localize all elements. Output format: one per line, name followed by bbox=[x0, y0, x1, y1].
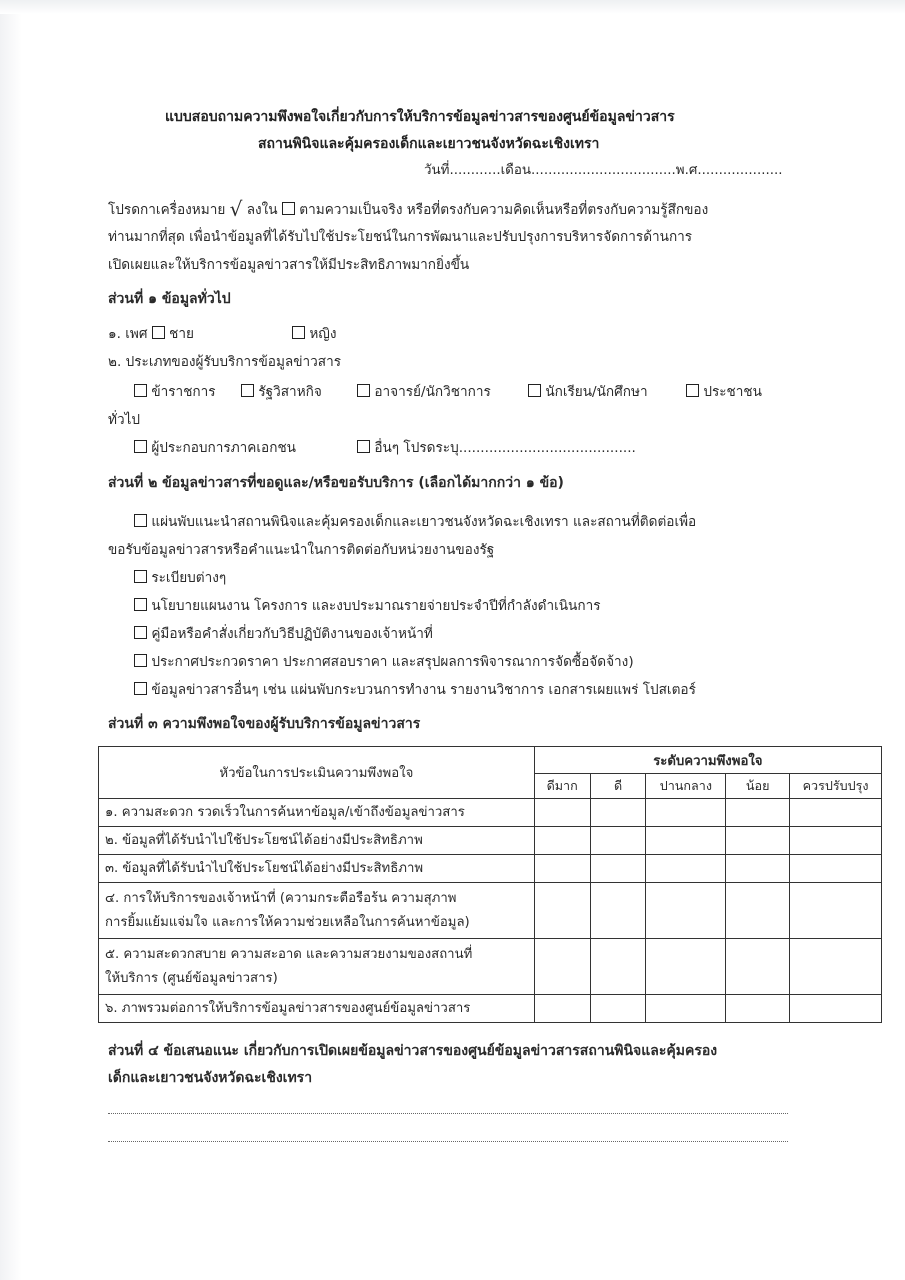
type-other-checkbox[interactable] bbox=[357, 440, 370, 453]
instructions-part-c: ตามความเป็นจริง หรือที่ตรงกับความคิดเห็นหรือที่ตรงกับความรู้สึกของ bbox=[299, 202, 709, 218]
suggestion-line-1[interactable] bbox=[108, 1112, 788, 1114]
instructions-part-b: ลงใน bbox=[246, 202, 278, 218]
rating-cell[interactable] bbox=[590, 855, 646, 883]
type-civil-option bbox=[134, 378, 216, 406]
rating-cell[interactable] bbox=[590, 883, 646, 939]
info-item-4-label: คู่มือหรือคำสั่งเกี่ยวกับวิธีปฏิบัติงานของเจ้าหน้าที่ bbox=[151, 626, 433, 642]
type-soe-option bbox=[241, 378, 322, 406]
rating-cell[interactable] bbox=[726, 855, 790, 883]
level-good: ดี bbox=[590, 774, 646, 799]
type-public-option bbox=[686, 378, 762, 406]
section-4-heading-line-1: ส่วนที่ ๔ ข้อเสนอแนะ เกี่ยวกับการเปิดเผยข้อมูลข่าวสารของศูนย์ข้อมูลข่าวสารสถานพินิจและคุ้มครอง bbox=[108, 1043, 718, 1059]
info-item-3-checkbox[interactable] bbox=[134, 598, 147, 611]
rating-cell[interactable] bbox=[646, 939, 726, 995]
type-soe-label: รัฐวิสาหกิจ bbox=[258, 384, 322, 400]
rating-cell[interactable] bbox=[646, 799, 726, 827]
type-public-checkbox[interactable] bbox=[686, 384, 699, 397]
info-item-6-checkbox[interactable] bbox=[134, 682, 147, 695]
type-private-option bbox=[134, 434, 296, 462]
info-item-6-label: ข้อมูลข่าวสารอื่นๆ เช่น แผ่นพับกระบวนการทำงาน รายงานวิชาการ เอกสารเผยแพร่ โปสเตอร์ bbox=[151, 682, 696, 698]
check-mark-icon: √ bbox=[229, 197, 243, 221]
info-item-1-checkbox[interactable] bbox=[134, 514, 147, 527]
info-item-5 bbox=[134, 648, 634, 676]
table-row bbox=[99, 995, 882, 1023]
type-civil-label: ข้าราชการ bbox=[151, 384, 216, 400]
table-row bbox=[99, 855, 882, 883]
rating-cell[interactable] bbox=[790, 995, 882, 1023]
instructions-line-1 bbox=[108, 195, 708, 224]
table-row bbox=[99, 799, 882, 827]
gender-label: ๑. เพศ bbox=[108, 326, 148, 342]
rating-cell[interactable] bbox=[534, 827, 590, 855]
type-teacher-option bbox=[357, 378, 491, 406]
row-4-topic-line-1: ๔. การให้บริการของเจ้าหน้าที่ (ความกระตือรือร้น ความสุภาพ bbox=[105, 890, 457, 906]
info-item-1-cont: ขอรับข้อมูลข่าวสารหรือคำแนะนำในการติดต่อกับหน่วยงานของรัฐ bbox=[108, 542, 495, 558]
info-item-1-label: แผ่นพับแนะนำสถานพินิจและคุ้มครองเด็กและเยาวชนจังหวัดฉะเชิงเทรา และสถานที่ติดต่อเพื่อ bbox=[151, 514, 697, 530]
rating-cell[interactable] bbox=[790, 855, 882, 883]
suggestion-line-2[interactable] bbox=[108, 1140, 788, 1142]
title-line-2: สถานพินิจและคุ้มครองเด็กและเยาวชนจังหวัดฉะเชิงเทรา bbox=[258, 136, 600, 152]
rating-cell[interactable] bbox=[790, 827, 882, 855]
row-5-topic-line-2: ให้บริการ (ศูนย์ข้อมูลข่าวสาร) bbox=[105, 970, 278, 986]
checkbox-sample-icon bbox=[282, 202, 295, 215]
row-5-topic bbox=[99, 939, 535, 995]
info-item-3-label: นโยบายแผนงาน โครงการ และงบประมาณรายจ่ายประจำปีที่กำลังดำเนินการ bbox=[151, 598, 601, 614]
title-line-1: แบบสอบถามความพึงพอใจเกี่ยวกับการให้บริการข้อมูลข่าวสารของศูนย์ข้อมูลข่าวสาร bbox=[165, 109, 675, 125]
gender-female-checkbox[interactable] bbox=[292, 326, 305, 339]
info-item-2-label: ระเบียบต่างๆ bbox=[151, 570, 227, 586]
level-very-good: ดีมาก bbox=[534, 774, 590, 799]
rating-cell[interactable] bbox=[590, 995, 646, 1023]
instructions-line-2: ท่านมากที่สุด เพื่อนำข้อมูลที่ได้รับไปใช้ประโยชน์ในการพัฒนาและปรับปรุงการบริหารจัดการด้านการ bbox=[108, 229, 693, 245]
table-row bbox=[99, 827, 882, 855]
rating-cell[interactable] bbox=[590, 939, 646, 995]
rating-cell[interactable] bbox=[534, 855, 590, 883]
section-3-heading: ส่วนที่ ๓ ความพึงพอใจของผู้รับบริการข้อมูลข่าวสาร bbox=[108, 716, 421, 732]
type-teacher-label: อาจารย์/นักวิชาการ bbox=[374, 384, 491, 400]
info-item-4 bbox=[134, 620, 433, 648]
table-row bbox=[99, 939, 882, 995]
gender-row bbox=[108, 320, 194, 348]
info-item-2 bbox=[134, 564, 226, 592]
rating-cell[interactable] bbox=[534, 799, 590, 827]
rating-cell[interactable] bbox=[590, 827, 646, 855]
rating-cell[interactable] bbox=[790, 799, 882, 827]
section-4-heading-line-2: เด็กและเยาวชนจังหวัดฉะเชิงเทรา bbox=[108, 1070, 313, 1086]
section-2-heading: ส่วนที่ ๒ ข้อมูลข่าวสารที่ขอดูและ/หรือขอรับบริการ (เลือกได้มากกว่า ๑ ข้อ) bbox=[108, 475, 564, 491]
scan-shadow-left bbox=[0, 0, 22, 1280]
rating-cell[interactable] bbox=[726, 827, 790, 855]
row-1-topic: ๑. ความสะดวก รวดเร็วในการค้นหาข้อมูล/เข้าถึงข้อมูลข่าวสาร bbox=[99, 799, 535, 827]
type-other-label: อื่นๆ โปรดระบุ......................................... bbox=[374, 440, 636, 456]
rating-cell[interactable] bbox=[590, 799, 646, 827]
rating-cell[interactable] bbox=[534, 939, 590, 995]
level-moderate: ปานกลาง bbox=[646, 774, 726, 799]
row-5-topic-line-1: ๕. ความสะดวกสบาย ความสะอาด และความสวยงามของสถานที่ bbox=[105, 946, 473, 962]
rating-cell[interactable] bbox=[726, 995, 790, 1023]
rating-cell[interactable] bbox=[646, 855, 726, 883]
gender-female-option bbox=[292, 320, 337, 348]
info-item-3 bbox=[134, 592, 601, 620]
row-4-topic bbox=[99, 883, 535, 939]
type-other-option bbox=[357, 434, 636, 462]
level-improve: ควรปรับปรุง bbox=[790, 774, 882, 799]
table-row bbox=[99, 883, 882, 939]
col-level-header: ระดับความพึงพอใจ bbox=[534, 747, 881, 774]
type-public-cont: ทั่วไป bbox=[108, 412, 141, 428]
row-3-topic: ๓. ข้อมูลที่ได้รับนำไปใช้ประโยชน์ได้อย่างมีประสิทธิภาพ bbox=[99, 855, 535, 883]
gender-male-label: ชาย bbox=[169, 326, 194, 342]
section-1-heading: ส่วนที่ ๑ ข้อมูลทั่วไป bbox=[108, 291, 231, 307]
rating-cell[interactable] bbox=[790, 939, 882, 995]
type-private-label: ผู้ประกอบการภาคเอกชน bbox=[151, 440, 296, 456]
type-civil-checkbox[interactable] bbox=[134, 384, 147, 397]
type-soe-checkbox[interactable] bbox=[241, 384, 254, 397]
info-item-4-checkbox[interactable] bbox=[134, 626, 147, 639]
row-6-topic: ๖. ภาพรวมต่อการให้บริการข้อมูลข่าวสารของศูนย์ข้อมูลข่าวสาร bbox=[99, 995, 535, 1023]
info-item-1 bbox=[134, 508, 696, 536]
type-private-checkbox[interactable] bbox=[134, 440, 147, 453]
row-4-topic-line-2: การยิ้มแย้มแจ่มใจ และการให้ความช่วยเหลือในการค้นหาข้อมูล) bbox=[105, 914, 470, 930]
type-student-checkbox[interactable] bbox=[528, 384, 541, 397]
row-2-topic: ๒. ข้อมูลที่ได้รับนำไปใช้ประโยชน์ได้อย่างมีประสิทธิภาพ bbox=[99, 827, 535, 855]
type-public-label: ประชาชน bbox=[703, 384, 762, 400]
type-student-label: นักเรียน/นักศึกษา bbox=[545, 384, 648, 400]
type-student-option bbox=[528, 378, 648, 406]
info-item-6 bbox=[134, 676, 696, 704]
instructions-line-3: เปิดเผยและให้บริการข้อมูลข่าวสารให้มีประสิทธิภาพมากยิ่งขึ้น bbox=[108, 257, 470, 273]
user-type-label: ๒. ประเภทของผู้รับบริการข้อมูลข่าวสาร bbox=[108, 354, 342, 370]
rating-cell[interactable] bbox=[790, 883, 882, 939]
rating-cell[interactable] bbox=[534, 883, 590, 939]
rating-cell[interactable] bbox=[646, 883, 726, 939]
type-teacher-checkbox[interactable] bbox=[357, 384, 370, 397]
gender-male-checkbox[interactable] bbox=[152, 326, 165, 339]
scan-shadow-top bbox=[0, 0, 905, 14]
gender-female-label: หญิง bbox=[309, 326, 337, 342]
rating-cell[interactable] bbox=[726, 883, 790, 939]
info-item-5-label: ประกาศประกวดราคา ประกาศสอบราคา และสรุปผลการพิจารณาการจัดซื้อจัดจ้าง) bbox=[151, 654, 634, 670]
info-item-2-checkbox[interactable] bbox=[134, 570, 147, 583]
level-low: น้อย bbox=[726, 774, 790, 799]
satisfaction-table bbox=[98, 746, 882, 1023]
instructions-part-a: โปรดกาเครื่องหมาย bbox=[108, 202, 226, 218]
rating-cell[interactable] bbox=[646, 827, 726, 855]
rating-cell[interactable] bbox=[726, 939, 790, 995]
rating-cell[interactable] bbox=[646, 995, 726, 1023]
table-header-row bbox=[99, 747, 882, 774]
rating-cell[interactable] bbox=[726, 799, 790, 827]
date-line: วันที่............เดือน..................................พ.ศ.................... bbox=[424, 163, 783, 178]
col-topic-header: หัวข้อในการประเมินความพึงพอใจ bbox=[99, 747, 535, 799]
info-item-5-checkbox[interactable] bbox=[134, 654, 147, 667]
rating-cell[interactable] bbox=[534, 995, 590, 1023]
